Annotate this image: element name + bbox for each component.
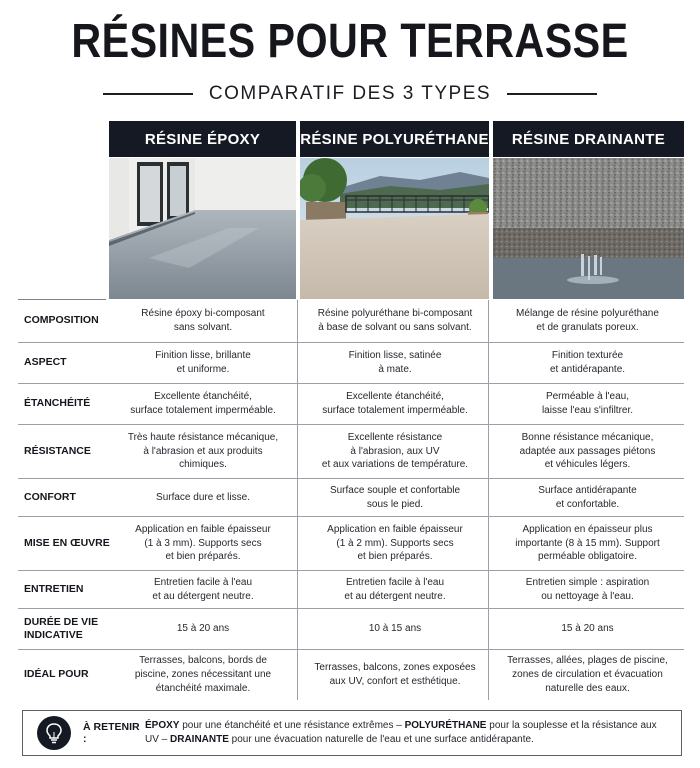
row-label-line: DURÉE DE VIE — [24, 615, 99, 628]
column-divider — [488, 300, 489, 342]
cell-drainante — [492, 300, 683, 342]
cell-drainante — [492, 517, 683, 570]
cell-line: Perméable à l'eau, — [545, 391, 630, 403]
table-row — [18, 425, 684, 479]
takeaway-text-3: pour une évacuation naturelle de l'eau et une surface antidérapante. — [228, 734, 534, 745]
cell-line: et au détergent neutre. — [152, 590, 254, 602]
takeaway-text-1: pour une étanchéité et une résistance extrêmes – — [179, 719, 405, 731]
table-row — [18, 300, 684, 343]
subtitle-rule-right — [507, 93, 597, 95]
cell-drainante — [492, 479, 683, 516]
cell-line: et au détergent neutre. — [344, 590, 446, 602]
cell-line: Surface antidérapante — [538, 484, 637, 496]
cell-epoxy — [110, 479, 296, 516]
cell-line: Finition lisse, brillante — [155, 350, 251, 362]
table-row — [18, 609, 684, 650]
column-divider — [488, 384, 489, 424]
cell-line: à l'abrasion, aux UV — [350, 445, 440, 457]
epoxy-floor-photo — [109, 158, 296, 299]
cell-line: Mélange de résine polyuréthane — [516, 308, 659, 320]
cell-polyurethane — [301, 384, 489, 424]
drainant-resin-photo — [493, 158, 684, 299]
row-label-line: ENTRETIEN — [24, 582, 84, 595]
cell-polyurethane — [301, 425, 489, 478]
cell-epoxy — [110, 517, 296, 570]
cell-line: 15 à 20 ans — [561, 623, 614, 635]
cell-line: surface totalement imperméable. — [130, 405, 276, 416]
takeaway-text — [145, 719, 681, 748]
column-divider — [488, 517, 489, 570]
key-takeaway-box — [22, 710, 682, 756]
cell-line: étanchéité maximale. — [155, 682, 251, 694]
row-label-line: ÉTANCHÉITÉ — [24, 397, 91, 410]
cell-drainante — [492, 425, 683, 478]
cell-line: et uniforme. — [176, 364, 230, 375]
cell-line: à l'abrasion et aux produits — [143, 445, 263, 457]
row-label — [24, 425, 110, 478]
row-label-line: INDICATIVE — [24, 629, 83, 641]
takeaway-polyurethane: POLYURÉTHANE — [404, 719, 487, 731]
cell-line: Excellente étanchéité, — [346, 391, 444, 403]
cell-line: laisse l'eau s'infiltrer. — [541, 405, 634, 416]
column-header-epoxy: RÉSINE ÉPOXY — [109, 121, 296, 157]
subtitle-row — [0, 82, 700, 106]
cell-line: et antidérapante. — [549, 364, 626, 375]
column-divider — [297, 425, 298, 478]
row-label — [24, 517, 110, 570]
row-label-line: ASPECT — [24, 356, 67, 369]
cell-line: et bien préparés. — [357, 551, 433, 563]
cell-drainante — [492, 384, 683, 424]
row-label-line: RÉSISTANCE — [24, 444, 91, 457]
cell-line: à base de solvant ou sans solvant. — [318, 322, 472, 333]
table-row — [18, 479, 684, 517]
cell-polyurethane — [301, 479, 489, 516]
cell-polyurethane — [301, 609, 489, 649]
column-header-polyurethane: RÉSINE POLYURÉTHANE — [300, 121, 489, 157]
cell-line: 15 à 20 ans — [176, 623, 230, 635]
column-header-drainante: RÉSINE DRAINANTE — [493, 121, 684, 157]
cell-line: (1 à 2 mm). Supports secs — [336, 537, 454, 549]
page-subtitle: COMPARATIF DES 3 TYPES — [208, 83, 492, 104]
takeaway-epoxy: ÉPOXY — [145, 719, 180, 731]
cell-polyurethane — [301, 650, 489, 700]
cell-line: (1 à 3 mm). Supports secs — [144, 537, 262, 549]
cell-line: Entretien facile à l'eau — [153, 576, 253, 588]
cell-line: zones de circulation et évacuation — [512, 669, 663, 681]
row-label — [24, 571, 110, 608]
column-divider — [488, 650, 489, 700]
cell-line: Terrasses, balcons, bords de — [139, 655, 267, 667]
column-divider — [297, 384, 298, 424]
cell-line: Finition texturée — [551, 350, 624, 362]
cell-line: ou nettoyage à l'eau. — [541, 590, 634, 602]
row-label — [24, 384, 110, 424]
cell-line: chimiques. — [179, 459, 227, 471]
cell-line: Application en faible épaisseur — [327, 523, 463, 535]
row-label — [24, 343, 110, 383]
cell-line: Entretien simple : aspiration — [525, 576, 650, 588]
cell-line: adaptée aux passages piétons — [519, 445, 656, 457]
cell-line: Excellente résistance — [347, 431, 443, 443]
cell-line: piscine, zones nécessitant une — [134, 669, 272, 681]
cell-epoxy — [110, 571, 296, 608]
column-divider — [297, 609, 298, 649]
cell-epoxy — [110, 343, 296, 383]
cell-line: et de granulats poreux. — [536, 322, 639, 333]
cell-line: importante (8 à 15 mm). Support — [515, 537, 660, 549]
cell-line: Très haute résistance mécanique, — [127, 431, 279, 443]
column-divider — [488, 479, 489, 516]
cell-drainante — [492, 343, 683, 383]
cell-polyurethane — [301, 517, 489, 570]
table-row — [18, 384, 684, 425]
table-row — [18, 517, 684, 571]
cell-line: Résine polyuréthane bi-composant — [317, 308, 473, 320]
column-divider — [488, 343, 489, 383]
column-divider — [297, 571, 298, 608]
cell-line: et bien préparés. — [165, 551, 241, 563]
row-label-line: IDÉAL POUR — [24, 668, 89, 681]
column-divider — [488, 425, 489, 478]
cell-line: sous le pied. — [366, 498, 424, 510]
cell-line: et aux variations de température. — [321, 459, 469, 471]
cell-line: Terrasses, allées, plages de piscine, — [507, 655, 668, 667]
cell-line: aux UV, confort et esthétique. — [329, 676, 461, 687]
cell-epoxy — [110, 300, 296, 342]
cell-epoxy — [110, 425, 296, 478]
cell-line: Excellente étanchéité, — [154, 391, 252, 403]
row-label — [24, 479, 110, 516]
takeaway-drainante: DRAINANTE — [170, 734, 229, 745]
cell-drainante — [492, 609, 683, 649]
takeaway-label: À RETENIR : — [83, 721, 140, 745]
cell-line: naturelle des eaux. — [545, 682, 630, 694]
cell-line: sans solvant. — [173, 322, 233, 333]
cell-line: et véhicules légers. — [544, 459, 631, 471]
cell-line: Résine époxy bi-composant — [141, 308, 265, 320]
column-divider — [297, 300, 298, 342]
cell-epoxy — [110, 650, 296, 700]
cell-line: Application en faible épaisseur — [135, 523, 271, 535]
cell-line: perméable obligatoire. — [538, 551, 637, 563]
column-divider — [297, 479, 298, 516]
row-label — [24, 300, 110, 342]
row-label — [24, 609, 110, 649]
column-divider — [488, 609, 489, 649]
cell-line: Surface souple et confortable — [329, 484, 461, 496]
row-label-line: MISE EN ŒUVRE — [24, 536, 110, 549]
cell-line: Application en épaisseur plus — [522, 523, 653, 535]
cell-polyurethane — [301, 300, 489, 342]
column-divider — [297, 650, 298, 700]
cell-line: Entretien facile à l'eau — [345, 576, 445, 588]
cell-line: Bonne résistance mécanique, — [521, 431, 654, 443]
table-row — [18, 343, 684, 384]
column-divider — [297, 343, 298, 383]
cell-line: et confortable. — [555, 498, 620, 510]
cell-line: Terrasses, balcons, zones exposées — [314, 662, 476, 674]
cell-line: Surface dure et lisse. — [156, 491, 250, 503]
cell-polyurethane — [301, 343, 489, 383]
cell-epoxy — [110, 384, 296, 424]
cell-polyurethane — [301, 571, 489, 608]
cell-line: Finition lisse, satinée — [348, 350, 442, 362]
subtitle-rule-left — [103, 93, 193, 95]
lightbulb-icon — [37, 716, 71, 750]
row-label-line: CONFORT — [24, 490, 76, 503]
polyurethane-terrace-photo — [300, 158, 489, 299]
cell-line: 10 à 15 ans — [368, 623, 422, 635]
cell-epoxy — [110, 609, 296, 649]
row-label — [24, 650, 110, 700]
page-title: RÉSINES POUR TERRASSE — [71, 15, 629, 68]
cell-drainante — [492, 571, 683, 608]
takeaway-text-2: pour la souplesse et la résistance aux UV – — [145, 719, 657, 745]
table-row — [18, 571, 684, 609]
column-divider — [297, 517, 298, 570]
cell-line: surface totalement imperméable. — [322, 405, 468, 416]
cell-line: à mate. — [378, 364, 412, 375]
cell-drainante — [492, 650, 683, 700]
table-row — [18, 650, 684, 700]
row-label-line: COMPOSITION — [24, 314, 99, 327]
column-divider — [488, 571, 489, 608]
